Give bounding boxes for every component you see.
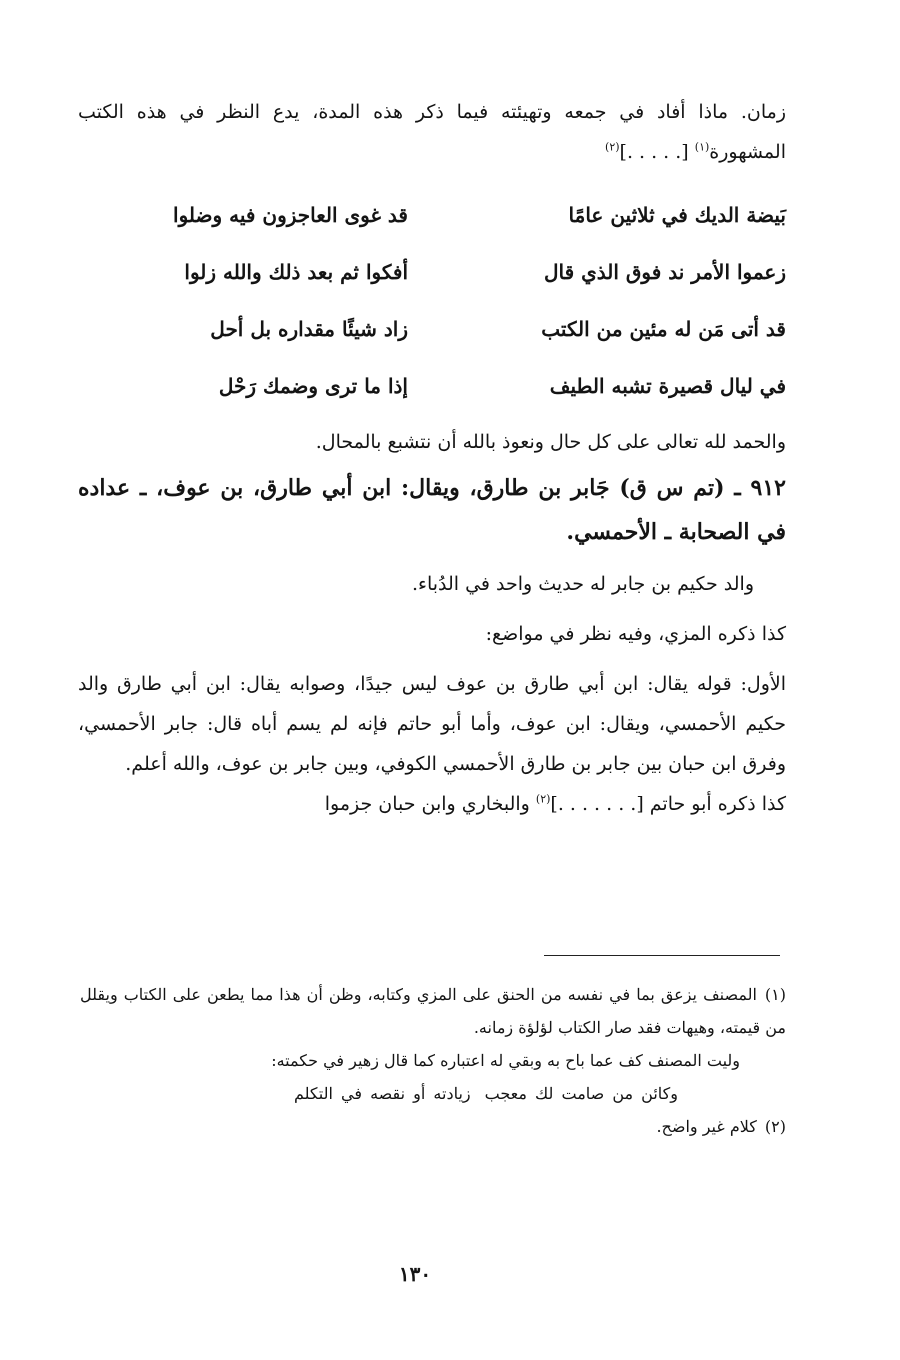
entry-paragraph-1: الأول: قوله يقال: ابن أبي طارق بن عوف ليس جيدًا، وصوابه يقال: ابن أبي طارق والد حكيم الأحمسي، ويقال: ابن عوف، وأما أبو حاتم فإنه لم يسم أباه قال: جابر الأحمسي، وفرق ابن حبان بين جابر بن طارق الأحمسي الكوفي، وبين جابر بن عوف، والله أعلم. [78, 673, 786, 775]
paragraph-2-end: والبخاري وابن حبان جزموا [324, 793, 536, 815]
verse-first-hemistich: في ليال قصيرة تشبه الطيف [549, 373, 786, 398]
paragraph-2-start: كذا ذكره أبو حاتم [. . . . . . .] [550, 793, 786, 815]
footnote-divider [544, 955, 780, 956]
footnote-ref-2b: (٢) [535, 792, 551, 806]
footnote-1-verse [80, 1077, 786, 1110]
footnote-verse-first: وكائن من صامت لك معجب [484, 1084, 678, 1103]
elided-text-bracket: [. . . . .] [619, 141, 695, 163]
footnote-1-text: المصنف يزعق بما في نفسه من الحنق على المزي وكتابه، وظن أن هذا مما يطعن على الكتاب ويقلل من قيمته، وهيهات فقد صار الكتاب لؤلؤة زمانه. [80, 985, 786, 1037]
entry-line-1: والد حكيم بن جابر له حديث واحد في الدُباء. [411, 573, 754, 595]
footnote-1-number: (١) [764, 985, 786, 1004]
main-text [78, 92, 786, 824]
footnote-1-line-2: وليت المصنف كف عما باح به وبقي له اعتباره كما قال زهير في حكمته: [271, 1051, 740, 1070]
verse-first-hemistich: بَيضة الديك في ثلاثين عامًا [568, 202, 786, 227]
closing-line: والحمد لله تعالى على كل حال ونعوذ بالله أن نتشبع بالمحال. [315, 431, 786, 453]
entry-line-2: كذا ذكره المزي، وفيه نظر في مواضع: [485, 623, 786, 645]
intro-text: زمان. ماذا أفاد في جمعه وتهيئته فيما ذكر هذه المدة، يدع النظر في هذه الكتب المشهورة [78, 101, 786, 163]
footnote-verse-second: زيادته أو نقصه في التكلم [293, 1084, 471, 1103]
footnote-2 [80, 1110, 786, 1143]
poem-verse [78, 357, 786, 414]
poem [78, 186, 786, 414]
page-number: ١٣٠ [398, 1262, 432, 1286]
verse-first-hemistich: قد أتى مَن له مئين من الكتب [541, 316, 786, 341]
verse-second-hemistich: زاد شيئًا مقداره بل أحل [210, 316, 408, 341]
verse-first-hemistich: زعموا الأمر ند فوق الذي قال [543, 259, 786, 284]
footnote-ref-1: (١) [694, 140, 710, 154]
intro-paragraph [78, 92, 786, 172]
poem-verse [78, 243, 786, 300]
footnote-2-text: كلام غير واضح. [656, 1117, 757, 1136]
footnote-1 [80, 978, 786, 1044]
poem-verse [78, 186, 786, 243]
entry-heading: ٩١٢ ـ (تم س ق) جَابر بن طارق، ويقال: ابن أبي طارق، بن عوف، ـ عداده في الصحابة ـ الأحمسي. [78, 475, 786, 545]
footnotes [80, 978, 786, 1143]
footnote-ref-2: (٢) [605, 140, 620, 154]
verse-second-hemistich: قد غوى العاجزون فيه وضلوا [173, 202, 408, 227]
entry-paragraph-2 [78, 784, 786, 824]
verse-second-hemistich: أفكوا ثم بعد ذلك والله زلوا [184, 259, 408, 284]
verse-second-hemistich: إذا ما ترى وضمك رَحْل [218, 373, 408, 398]
poem-verse [78, 300, 786, 357]
footnote-2-number: (٢) [764, 1117, 786, 1136]
